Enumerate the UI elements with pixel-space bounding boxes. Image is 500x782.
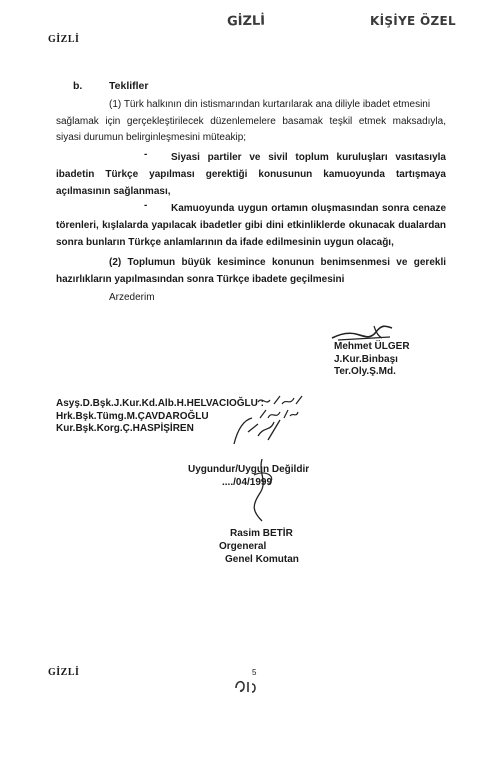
gizli-stamp-top: GİZLİ (226, 13, 266, 30)
paragraph-1-line-3: siyasi durumun belirginleşmesini müteakip; (56, 132, 247, 143)
bullet-2-marker: - (144, 200, 148, 211)
footer-page-number: 5 (252, 668, 257, 677)
approval-date: ..../04/1999 (222, 477, 273, 488)
section-title: Teklifler (109, 80, 149, 92)
bullet-2-line-3: sonra bunların Türkçe anlamlarının da ifade edilmesinin uygun olacağı, (56, 237, 394, 248)
signer-title: Ter.Oly.Ş.Md. (334, 366, 396, 377)
bullet-1-line-2: ibadetin Türkçe yapılması gerektiği konusunun kamuoyunda tartışmaya (56, 169, 446, 180)
paragraph-1-line-2: sağlamak için gerçekleştirilecek düzenlemelere basamak teşkil etmek maksadıyla, (56, 115, 446, 127)
paragraph-1-line-1: (1) Türk halkının din istismarından kurtarılarak ana diliyle ibadet etmesini (109, 99, 431, 110)
routing-initials-3 (228, 410, 288, 450)
paragraph-2-line-2: hazırlıkların yapılmasından sonra Türkçe ibadete geçilmesini (56, 274, 345, 285)
kisiye-ozel-stamp: KİŞİYE ÖZEL (370, 14, 456, 28)
footer-stamp-mark (232, 670, 262, 696)
bullet-1 (56, 149, 446, 200)
footer-page-mark (232, 670, 262, 696)
commander-block (219, 527, 299, 566)
classification-label-top: GİZLİ (48, 34, 80, 45)
routing-line-2: Hrk.Bşk.Tümg.M.ÇAVDAROĞLU (56, 410, 209, 422)
commander-rank: Orgeneral (219, 541, 267, 552)
bullet-1-line-1: Siyasi partiler ve sivil toplum kuruluşları vasıtasıyla (171, 152, 446, 163)
bullet-1-marker: - (144, 149, 148, 160)
closing-text: Arzederim (109, 292, 155, 303)
routing-line-3: Kur.Bşk.Korg.Ç.HASPİŞİREN (56, 423, 194, 434)
paragraph-2-line-1: (2) Toplumun büyük kesimince konunun benimsenmesi ve gerekli (109, 257, 446, 268)
classification-label-bottom: GİZLİ (48, 667, 80, 678)
bullet-2 (56, 200, 446, 251)
bullet-1-line-3: açılmasının sağlanması, (56, 186, 171, 197)
bullet-2-line-1: Kamuoyunda uygun ortamın oluşmasından sonra cenaze (171, 203, 446, 214)
paragraph-1 (56, 97, 446, 147)
signer-block (334, 341, 410, 379)
approval-text: Uygundur/Uygun Değildir (188, 464, 310, 475)
routing-line-1: Asyş.D.Bşk.J.Kur.Kd.Alb.H.HELVACIOĞLU : (56, 398, 264, 409)
paragraph-2 (56, 254, 446, 288)
signer-name: Mehmet ÜLGER (334, 341, 410, 352)
commander-name: Rasim BETİR (230, 528, 293, 539)
commander-title: Genel Komutan (225, 554, 299, 565)
commander-signature (238, 455, 298, 525)
bullet-2-line-2: törenleri, kışlalarda yapılacak ibadetler gibi dini etkinliklerde okunacak dualardan (56, 220, 446, 231)
section-letter: b. (73, 80, 83, 92)
signer-rank: J.Kur.Binbaşı (334, 353, 398, 365)
